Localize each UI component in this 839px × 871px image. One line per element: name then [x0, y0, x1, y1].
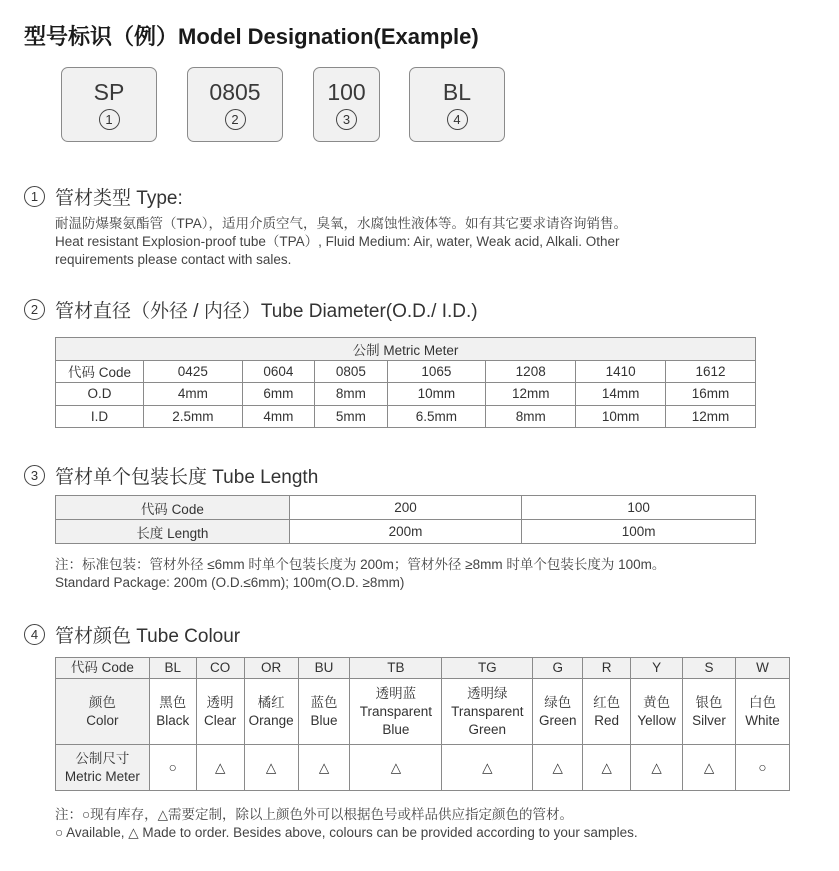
colour-code: R — [583, 658, 631, 679]
description-line: 耐温防爆聚氨酯管（TPA），适用介质空气，臭氧，水腐蚀性液体等。如有其它要求请咨询销售。 — [55, 216, 628, 231]
table-cell: 8mm — [486, 405, 576, 428]
table-cell: 1208 — [486, 360, 576, 383]
colour-name — [196, 679, 244, 745]
name-line: Green — [538, 712, 577, 728]
note-line: Standard Package: 200m (O.D.≤6mm); 100m(O.D. ≥8mm) — [55, 575, 405, 590]
name-line: 橘红 — [257, 694, 285, 710]
length-table — [55, 495, 756, 544]
name-line: Blue — [310, 712, 338, 728]
length-notes — [55, 556, 665, 592]
section-colour-heading — [24, 621, 240, 648]
row-header: 代码 Code — [56, 360, 144, 383]
header-line: 颜色 — [88, 694, 116, 710]
code-box-length — [313, 67, 380, 142]
colour-code: OR — [244, 658, 298, 679]
colour-code: Y — [631, 658, 683, 679]
name-line: 绿色 — [544, 694, 572, 710]
code-box-diameter — [187, 67, 283, 142]
table-cell: 200m — [289, 520, 522, 544]
description-line: Heat resistant Explosion-proof tube（TPA）, Fluid Medium: Air, water, Weak acid, Alkali. Other — [55, 234, 620, 249]
page-title: 型号标识（例）Model Designation(Example) — [24, 24, 479, 49]
colour-name — [350, 679, 442, 745]
section-type-heading — [24, 183, 183, 210]
circled-number: 1 — [99, 109, 120, 130]
section-diameter-heading — [24, 296, 478, 323]
circled-number: 1 — [24, 186, 45, 207]
colour-name — [149, 679, 196, 745]
availability-mark: △ — [244, 745, 298, 791]
availability-mark: △ — [583, 745, 631, 791]
table-cell: 100 — [522, 496, 756, 520]
table-cell: 100m — [522, 520, 756, 544]
header-line: Metric Meter — [64, 768, 140, 784]
availability-mark: △ — [442, 745, 533, 791]
colour-notes — [55, 806, 638, 842]
table-cell: 2.5mm — [144, 405, 243, 428]
table-cell: 0604 — [242, 360, 314, 383]
header-line: 公制尺寸 — [75, 750, 130, 766]
colour-code: S — [683, 658, 736, 679]
name-line: 白色 — [748, 694, 776, 710]
colour-code: G — [533, 658, 583, 679]
model-code-example — [0, 67, 839, 143]
circled-number: 4 — [447, 109, 468, 130]
colour-code: TB — [350, 658, 442, 679]
colour-name — [631, 679, 683, 745]
table-cell: 0425 — [144, 360, 243, 383]
table-row — [56, 405, 756, 428]
colour-code: CO — [196, 658, 244, 679]
table-cell: 10mm — [576, 405, 666, 428]
table-row — [56, 520, 756, 544]
table-row — [56, 745, 790, 791]
name-line: 透明 — [206, 694, 234, 710]
note-line: ○ Available, △ Made to order. Besides above, colours can be provided according to your samples. — [55, 825, 638, 840]
name-line: 红色 — [593, 694, 621, 710]
circled-number: 4 — [24, 624, 45, 645]
code-value: BL — [442, 79, 472, 105]
table-cell: 200 — [289, 496, 522, 520]
table-row — [56, 679, 790, 745]
availability-mark: ○ — [735, 745, 789, 791]
table-cell: 6mm — [242, 383, 314, 406]
note-line: 注：○现有库存，△需要定制，除以上颜色外可以根据色号或样品供应指定颜色的管材。 — [55, 807, 574, 822]
availability-mark: ○ — [149, 745, 196, 791]
table-cell: 1612 — [666, 360, 756, 383]
code-value: 0805 — [209, 79, 261, 105]
name-line: Green — [468, 721, 507, 737]
colour-name — [442, 679, 533, 745]
colour-name — [244, 679, 298, 745]
name-line: Clear — [204, 712, 237, 728]
table-cell: 5mm — [315, 405, 387, 428]
table-cell: 1065 — [387, 360, 486, 383]
colour-table — [55, 657, 790, 791]
section-length-heading — [24, 462, 318, 489]
colour-name — [298, 679, 350, 745]
type-description — [55, 215, 627, 269]
table-cell: 4mm — [144, 383, 243, 406]
section-heading-text: 管材单个包装长度 Tube Length — [55, 467, 319, 488]
name-line: Transparent — [451, 703, 524, 719]
circled-number: 2 — [225, 109, 246, 130]
table-cell: 12mm — [666, 405, 756, 428]
table-row — [56, 338, 756, 361]
row-header: 代码 Code — [56, 496, 290, 520]
code-value: 100 — [327, 79, 366, 105]
table-row — [56, 496, 756, 520]
availability-mark: △ — [683, 745, 736, 791]
table-row — [56, 383, 756, 406]
diameter-table — [55, 337, 756, 428]
colour-name — [683, 679, 736, 745]
name-line: White — [745, 712, 780, 728]
circled-number: 3 — [24, 465, 45, 486]
availability-mark: △ — [298, 745, 350, 791]
code-box-type — [61, 67, 157, 142]
table-row — [56, 360, 756, 383]
section-heading-text: 管材直径（外径 / 内径）Tube Diameter(O.D./ I.D.) — [55, 301, 478, 322]
name-line: 透明绿 — [467, 685, 508, 701]
section-heading-text: 管材颜色 Tube Colour — [55, 626, 241, 647]
table-cell: 4mm — [242, 405, 314, 428]
row-header — [56, 679, 150, 745]
colour-name — [735, 679, 789, 745]
table-cell: 6.5mm — [387, 405, 486, 428]
availability-mark: △ — [350, 745, 442, 791]
name-line: 黑色 — [159, 694, 187, 710]
colour-code: TG — [442, 658, 533, 679]
name-line: Yellow — [637, 712, 676, 728]
description-line: requirements please contact with sales. — [55, 252, 292, 267]
table-title: 公制 Metric Meter — [56, 338, 756, 361]
name-line: 蓝色 — [310, 694, 338, 710]
row-header — [56, 745, 150, 791]
table-cell: 10mm — [387, 383, 486, 406]
availability-mark: △ — [533, 745, 583, 791]
name-line: Transparent — [359, 703, 433, 719]
name-line: Red — [594, 712, 620, 728]
row-header: I.D — [56, 405, 144, 428]
code-value: SP — [93, 79, 125, 105]
table-cell: 14mm — [576, 383, 666, 406]
table-cell: 1410 — [576, 360, 666, 383]
name-line: 银色 — [695, 694, 723, 710]
name-line: 透明蓝 — [375, 685, 417, 701]
table-cell: 0805 — [315, 360, 387, 383]
note-line: 注：标准包装：管材外径 ≤6mm 时单个包装长度为 200m；管材外径 ≥8mm 时单个包装长度为 100m。 — [55, 557, 666, 572]
name-line: Blue — [382, 721, 410, 737]
name-line: Orange — [248, 712, 294, 728]
table-cell: 16mm — [666, 383, 756, 406]
section-heading-text: 管材类型 Type: — [55, 188, 183, 209]
colour-code: W — [735, 658, 789, 679]
row-header: 代码 Code — [56, 658, 150, 679]
colour-code: BL — [149, 658, 196, 679]
colour-name — [533, 679, 583, 745]
colour-code: BU — [298, 658, 350, 679]
row-header: 长度 Length — [56, 520, 290, 544]
availability-mark: △ — [631, 745, 683, 791]
table-cell: 12mm — [486, 383, 576, 406]
name-line: Black — [156, 712, 190, 728]
header-line: Color — [86, 712, 119, 728]
name-line: Silver — [692, 712, 726, 728]
circled-number: 2 — [24, 299, 45, 320]
availability-mark: △ — [196, 745, 244, 791]
code-box-colour — [409, 67, 505, 142]
row-header: O.D — [56, 383, 144, 406]
circled-number: 3 — [336, 109, 357, 130]
colour-name — [583, 679, 631, 745]
table-row — [56, 658, 790, 679]
name-line: 黄色 — [643, 694, 671, 710]
table-cell: 8mm — [315, 383, 387, 406]
